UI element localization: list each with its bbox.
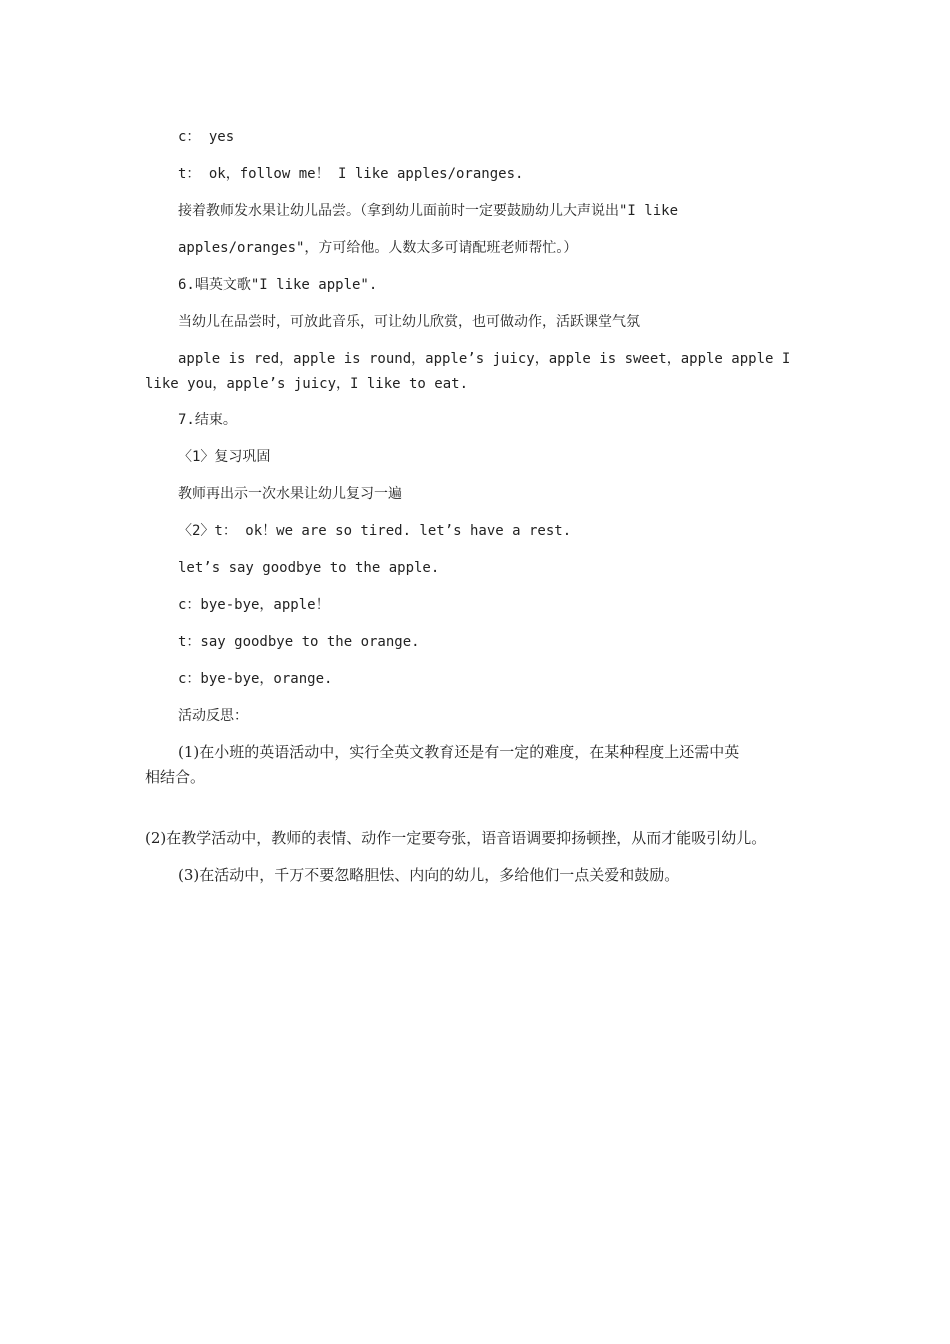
song-lyrics-line-2: like you，apple’s juicy，I like to eat. bbox=[145, 376, 469, 392]
subheading-review: 〈1〉复习巩固 bbox=[178, 449, 271, 465]
dialogue-line-goodbye-orange: t：say goodbye to the orange. bbox=[178, 634, 420, 650]
dialogue-line-bye-apple: c：bye-bye，apple！ bbox=[178, 597, 330, 613]
reflection-item-2: (2)在教学活动中，教师的表情、动作一定要夸张，语音语调要抑扬顿挫，从而才能吸引幼儿。 bbox=[145, 829, 767, 847]
section-heading-ending: 7.结束。 bbox=[178, 412, 237, 428]
song-lyrics-line-1: apple is red，apple is round，apple’s juicy，apple is sweet，apple apple I bbox=[178, 351, 791, 367]
reflection-item-1-line-1: (1)在小班的英语活动中，实行全英文教育还是有一定的难度，在某种程度上还需中英 bbox=[178, 743, 740, 761]
paragraph-fruit-tasting-2: apples/oranges"，方可给他。人数太多可请配班老师帮忙。） bbox=[178, 240, 578, 256]
dialogue-line-bye-orange: c：bye-bye，orange. bbox=[178, 671, 333, 687]
reflection-item-3: (3)在活动中，千万不要忽略胆怯、内向的幼儿，多给他们一点关爱和鼓励。 bbox=[178, 866, 680, 884]
dialogue-line-rest: 〈2〉t： ok！we are so tired. let’s have a rest. bbox=[178, 523, 572, 539]
dialogue-line-c-yes: c： yes bbox=[178, 129, 235, 145]
dialogue-line-goodbye-apple: let’s say goodbye to the apple. bbox=[178, 560, 440, 576]
dialogue-line-t-follow-me: t： ok，follow me！ I like apples/oranges. bbox=[178, 166, 524, 182]
section-heading-reflection: 活动反思： bbox=[178, 708, 248, 724]
section-heading-song: 6.唱英文歌"I like apple". bbox=[178, 277, 378, 293]
paragraph-review: 教师再出示一次水果让幼儿复习一遍 bbox=[178, 486, 402, 502]
reflection-item-1-line-2: 相结合。 bbox=[145, 768, 206, 786]
paragraph-fruit-tasting-1: 接着教师发水果让幼儿品尝。（拿到幼儿面前时一定要鼓励幼儿大声说出"I like bbox=[178, 203, 678, 219]
paragraph-song-description: 当幼儿在品尝时，可放此音乐，可让幼儿欣赏，也可做动作，活跃课堂气氛 bbox=[178, 314, 640, 330]
